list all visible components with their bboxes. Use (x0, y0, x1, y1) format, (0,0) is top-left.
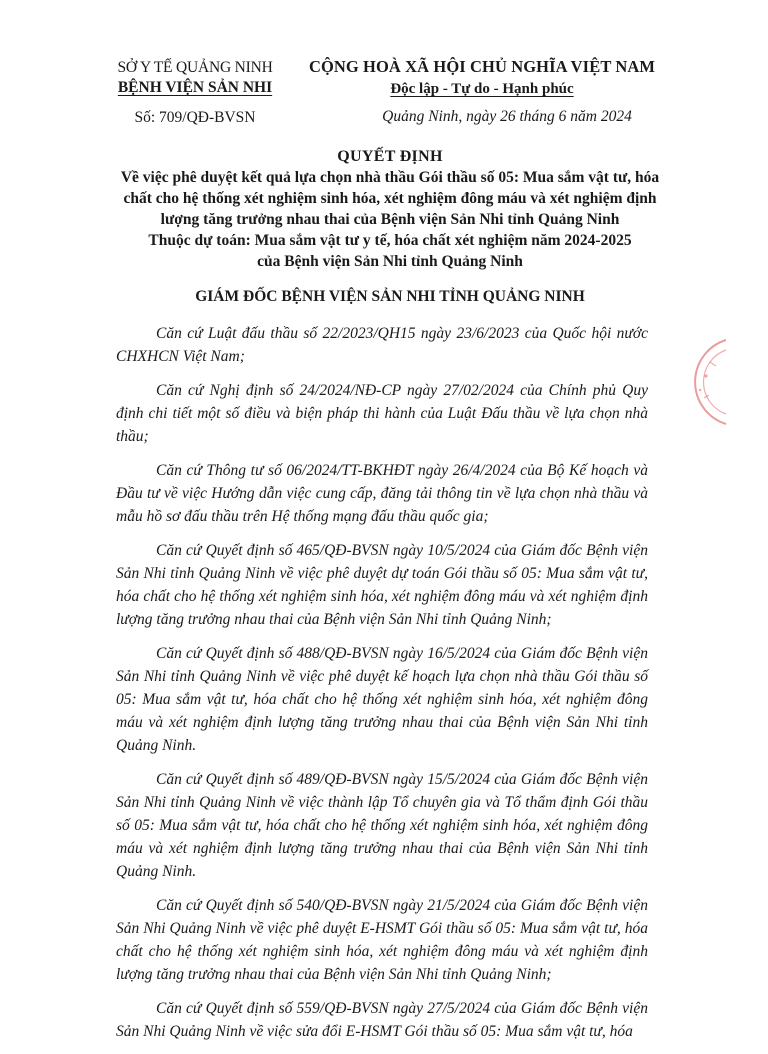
country-name: CỘNG HOÀ XÃ HỘI CHỦ NGHĨA VIỆT NAM (308, 57, 656, 76)
title-line: Về việc phê duyệt kết quả lựa chọn nhà thầu Gói thầu số 05: Mua sắm vật tư, hóa (120, 169, 660, 186)
red-stamp-fragment (676, 336, 732, 428)
paragraph: Căn cứ Thông tư số 06/2024/TT-BKHĐT ngày 26/4/2024 của Bộ Kế hoạch và Đầu tư về việc Hướng dẫn việc cung cấp, đăng tải thông tin về lựa chọn nhà thầu và mẫu hồ sơ đấu thầu trên Hệ thống mạng đấu thầu quốc gia; (116, 462, 648, 525)
paragraph: Căn cứ Quyết định số 489/QĐ-BVSN ngày 15/5/2024 của Giám đốc Bệnh viện Sản Nhi tỉnh Quảng Ninh về việc thành lập Tổ chuyên gia và Tổ thẩm định Gói thầu số 05: Mua sắm vật tư, hóa chất cho hệ thống xét nghiệm sinh hóa, xét nghiệm đông máu và xét nghiệm định lượng tăng trưởng nhau thai của Bệnh viện Sản Nhi tỉnh Quảng Ninh. (116, 771, 648, 880)
decision-title (90, 146, 690, 272)
title-line: lượng tăng trưởng nhau thai của Bệnh viện Sản Nhi tỉnh Quảng Ninh (160, 211, 620, 228)
paragraph: Căn cứ Quyết định số 559/QĐ-BVSN ngày 27/5/2024 của Giám đốc Bệnh viện Sản Nhi Quảng Ninh về việc sửa đổi E-HSMT Gói thầu số 05: Mua sắm vật tư, hóa (116, 1000, 648, 1040)
ministry-name: SỞ Y TẾ QUẢNG NINH (117, 59, 273, 76)
decision-number: Số: 709/QĐ-BVSN (134, 109, 256, 126)
issue-date: Quảng Ninh, ngày 26 tháng 6 năm 2024 (382, 108, 632, 125)
national-header (296, 56, 668, 128)
paragraph: Căn cứ Nghị định số 24/2024/NĐ-CP ngày 27/02/2024 của Chính phủ Quy định chi tiết một số điều và biện pháp thi hành của Luật Đấu thầu về lựa chọn nhà thầu; (116, 382, 648, 445)
issuer-block (100, 58, 290, 128)
title-line: Thuộc dự toán: Mua sắm vật tư y tế, hóa chất xét nghiệm năm 2024-2025 (148, 232, 632, 249)
paragraph: Căn cứ Quyết định số 465/QĐ-BVSN ngày 10/5/2024 của Giám đốc Bệnh viện Sản Nhi tỉnh Quảng Ninh về việc phê duyệt dự toán Gói thầu số 05: Mua sắm vật tư, hóa chất cho hệ thống xét nghiệm sinh hóa, xét nghiệm đông máu và xét nghiệm định lượng tăng trưởng nhau thai của Bệnh viện Sản Nhi tỉnh Quảng Ninh; (116, 542, 648, 628)
paragraph: Căn cứ Quyết định số 488/QĐ-BVSN ngày 16/5/2024 của Giám đốc Bệnh viện Sản Nhi tỉnh Quảng Ninh về việc phê duyệt kế hoạch lựa chọn nhà thầu Gói thầu số 05: Mua sắm vật tư, hóa chất cho hệ thống xét nghiệm sinh hóa, xét nghiệm đông máu và xét nghiệm định lượng tăng trưởng nhau thai của Bệnh viện Sản Nhi tỉnh Quảng Ninh. (116, 645, 648, 754)
hospital-name: BỆNH VIỆN SẢN NHI (117, 79, 273, 96)
national-motto: Độc lập - Tự do - Hạnh phúc (390, 81, 574, 97)
paragraph: Căn cứ Luật đấu thầu số 22/2023/QH15 ngày 23/6/2023 của Quốc hội nước CHXHCN Việt Nam; (116, 325, 648, 365)
title-line: chất cho hệ thống xét nghiệm sinh hóa, xét nghiệm đông máu và xét nghiệm định (123, 190, 657, 207)
director-heading: GIÁM ĐỐC BỆNH VIỆN SẢN NHI TỈNH QUẢNG NINH (195, 288, 585, 305)
legal-basis-text (116, 322, 648, 1054)
decision-heading: QUYẾT ĐỊNH (337, 148, 443, 165)
title-line: của Bệnh viện Sản Nhi tỉnh Quảng Ninh (257, 253, 523, 270)
paragraph: Căn cứ Quyết định số 540/QĐ-BVSN ngày 21/5/2024 của Giám đốc Bệnh viện Sản Nhi Quảng Ninh về việc phê duyệt E-HSMT Gói thầu số 05: Mua sắm vật tư, hóa chất cho hệ thống xét nghiệm sinh hóa, xét nghiệm đông máu và xét nghiệm định lượng tăng trưởng nhau thai của Bệnh viện Sản Nhi tỉnh Quảng Ninh; (116, 897, 648, 983)
